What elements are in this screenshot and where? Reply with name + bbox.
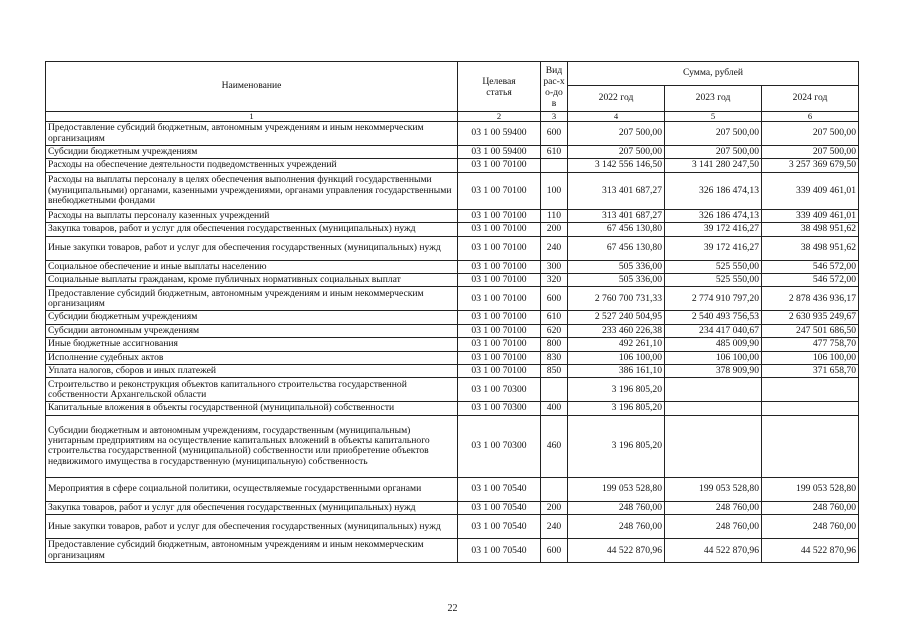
- row-expense-type: 610: [541, 311, 568, 324]
- table-row: [46, 260, 859, 273]
- row-name: Закупка товаров, работ и услуг для обеспечения государственных (муниципальных) нужд: [46, 501, 458, 514]
- row-expense-type: 300: [541, 260, 568, 273]
- column-number: 3: [541, 112, 568, 122]
- row-target-article: 03 1 00 70100: [458, 236, 541, 260]
- header-expense-type: [541, 62, 568, 112]
- row-sum-2022: 207 500,00: [568, 122, 665, 146]
- row-name: Исполнение судебных актов: [46, 351, 458, 364]
- row-expense-type: 320: [541, 274, 568, 287]
- row-target-article: 03 1 00 70100: [458, 365, 541, 378]
- row-sum-2022: 505 336,00: [568, 260, 665, 273]
- row-sum-2022: 233 460 226,38: [568, 324, 665, 337]
- row-sum-2022: 492 261,10: [568, 338, 665, 351]
- column-number: 1: [46, 112, 458, 122]
- table-row: [46, 402, 859, 415]
- row-sum-2023: 248 760,00: [665, 501, 762, 514]
- table-row: [46, 236, 859, 260]
- row-expense-type: 830: [541, 351, 568, 364]
- table-row: [46, 415, 859, 477]
- table-row: [46, 311, 859, 324]
- row-name: Предоставление субсидий бюджетным, автономным учреждениям и иным некоммерческим организациям: [46, 287, 458, 311]
- row-sum-2023: 525 550,00: [665, 274, 762, 287]
- row-target-article: 03 1 00 59400: [458, 122, 541, 146]
- table-body: [46, 122, 859, 563]
- row-sum-2024: 3 257 369 679,50: [762, 159, 859, 172]
- row-sum-2024: 2 878 436 936,17: [762, 287, 859, 311]
- row-sum-2022: 3 142 556 146,50: [568, 159, 665, 172]
- header-year-2023: 2023 год: [665, 86, 762, 112]
- row-target-article: 03 1 00 70100: [458, 209, 541, 222]
- row-sum-2022: 3 196 805,20: [568, 402, 665, 415]
- row-expense-type: 110: [541, 209, 568, 222]
- header-target-article: [458, 62, 541, 112]
- row-name: Иные закупки товаров, работ и услуг для обеспечения государственных (муниципальных) нужд: [46, 236, 458, 260]
- table-row: [46, 501, 859, 514]
- row-expense-type: 240: [541, 515, 568, 539]
- row-sum-2023: 106 100,00: [665, 351, 762, 364]
- row-expense-type: 620: [541, 324, 568, 337]
- row-name: Расходы на обеспечение деятельности подведомственных учреждений: [46, 159, 458, 172]
- row-target-article: 03 1 00 70100: [458, 311, 541, 324]
- row-sum-2024: 477 758,70: [762, 338, 859, 351]
- table-row: [46, 338, 859, 351]
- row-sum-2022: 386 161,10: [568, 365, 665, 378]
- row-sum-2024: [762, 402, 859, 415]
- row-target-article: 03 1 00 70100: [458, 260, 541, 273]
- table-row: [46, 274, 859, 287]
- row-expense-type: [541, 159, 568, 172]
- budget-table: [45, 61, 859, 563]
- page-number: 22: [447, 603, 458, 614]
- column-number-row: [46, 112, 859, 122]
- row-name: Субсидии бюджетным учреждениям: [46, 311, 458, 324]
- row-expense-type: 600: [541, 539, 568, 563]
- row-sum-2022: 313 401 687,27: [568, 172, 665, 209]
- row-expense-type: 800: [541, 338, 568, 351]
- row-name: Мероприятия в сфере социальной политики, осуществляемые государственными органами: [46, 477, 458, 501]
- row-sum-2024: 44 522 870,96: [762, 539, 859, 563]
- row-sum-2024: [762, 378, 859, 402]
- row-sum-2022: 207 500,00: [568, 146, 665, 159]
- row-name: Социальное обеспечение и иные выплаты населению: [46, 260, 458, 273]
- column-number: 6: [762, 112, 859, 122]
- row-sum-2023: 3 141 280 247,50: [665, 159, 762, 172]
- row-sum-2023: 199 053 528,80: [665, 477, 762, 501]
- table-row: [46, 223, 859, 236]
- header-name: Наименование: [46, 62, 458, 112]
- row-sum-2022: 313 401 687,27: [568, 209, 665, 222]
- table-row: [46, 122, 859, 146]
- table-row: [46, 324, 859, 337]
- row-sum-2023: 44 522 870,96: [665, 539, 762, 563]
- row-sum-2022: 67 456 130,80: [568, 236, 665, 260]
- row-sum-2022: 67 456 130,80: [568, 223, 665, 236]
- row-name: Иные бюджетные ассигнования: [46, 338, 458, 351]
- row-sum-2023: 485 009,90: [665, 338, 762, 351]
- table-row: [46, 209, 859, 222]
- row-target-article: 03 1 00 70100: [458, 172, 541, 209]
- row-sum-2023: 207 500,00: [665, 122, 762, 146]
- row-sum-2022: 199 053 528,80: [568, 477, 665, 501]
- row-target-article: 03 1 00 70540: [458, 477, 541, 501]
- table-row: [46, 172, 859, 209]
- table-header: [46, 62, 859, 122]
- row-expense-type: [541, 378, 568, 402]
- row-sum-2023: 326 186 474,13: [665, 172, 762, 209]
- row-sum-2022: 2 760 700 731,33: [568, 287, 665, 311]
- row-target-article: 03 1 00 70540: [458, 515, 541, 539]
- row-name: Социальные выплаты гражданам, кроме публичных нормативных социальных выплат: [46, 274, 458, 287]
- row-name: Субсидии автономным учреждениям: [46, 324, 458, 337]
- row-target-article: 03 1 00 70100: [458, 324, 541, 337]
- row-sum-2024: 371 658,70: [762, 365, 859, 378]
- table-row: [46, 515, 859, 539]
- header-target-article-text: Целевая статья: [482, 75, 516, 98]
- row-name: Расходы на выплаты персоналу в целях обеспечения выполнения функций государственными (муниципальными) органами, казенными учреждениями, органами управления государственными внебюджетными фондами: [46, 172, 458, 209]
- row-sum-2023: 378 909,90: [665, 365, 762, 378]
- row-expense-type: 850: [541, 365, 568, 378]
- row-target-article: 03 1 00 59400: [458, 146, 541, 159]
- row-sum-2023: 39 172 416,27: [665, 236, 762, 260]
- row-sum-2024: 199 053 528,80: [762, 477, 859, 501]
- row-sum-2022: 248 760,00: [568, 515, 665, 539]
- row-sum-2024: 106 100,00: [762, 351, 859, 364]
- row-sum-2023: 234 417 040,67: [665, 324, 762, 337]
- row-sum-2022: 2 527 240 504,95: [568, 311, 665, 324]
- row-sum-2024: [762, 415, 859, 477]
- row-name: Капитальные вложения в объекты государственной (муниципальной) собственности: [46, 402, 458, 415]
- row-sum-2024: 339 409 461,01: [762, 172, 859, 209]
- header-expense-type-text: Вид рас-хо-дов: [543, 64, 565, 109]
- row-target-article: 03 1 00 70300: [458, 415, 541, 477]
- row-sum-2022: 44 522 870,96: [568, 539, 665, 563]
- row-sum-2023: 525 550,00: [665, 260, 762, 273]
- row-sum-2024: 339 409 461,01: [762, 209, 859, 222]
- table-row: [46, 378, 859, 402]
- row-sum-2022: 3 196 805,20: [568, 415, 665, 477]
- row-target-article: 03 1 00 70100: [458, 287, 541, 311]
- column-number: 2: [458, 112, 541, 122]
- row-name: Расходы на выплаты персоналу казенных учреждений: [46, 209, 458, 222]
- row-target-article: 03 1 00 70300: [458, 402, 541, 415]
- row-expense-type: 240: [541, 236, 568, 260]
- table-row: [46, 477, 859, 501]
- row-target-article: 03 1 00 70100: [458, 338, 541, 351]
- row-expense-type: 600: [541, 122, 568, 146]
- row-sum-2023: [665, 402, 762, 415]
- table-row: [46, 351, 859, 364]
- row-sum-2024: 207 500,00: [762, 146, 859, 159]
- row-sum-2022: 3 196 805,20: [568, 378, 665, 402]
- row-name: Строительство и реконструкция объектов капитального строительства государственной собственности Архангельской области: [46, 378, 458, 402]
- row-sum-2024: 248 760,00: [762, 501, 859, 514]
- row-target-article: 03 1 00 70100: [458, 274, 541, 287]
- row-sum-2022: 505 336,00: [568, 274, 665, 287]
- column-number: 5: [665, 112, 762, 122]
- table-row: [46, 287, 859, 311]
- row-target-article: 03 1 00 70100: [458, 351, 541, 364]
- row-target-article: 03 1 00 70540: [458, 539, 541, 563]
- row-sum-2023: 39 172 416,27: [665, 223, 762, 236]
- row-name: Предоставление субсидий бюджетным, автономным учреждениям и иным некоммерческим организациям: [46, 122, 458, 146]
- row-name: Предоставление субсидий бюджетным, автономным учреждениям и иным некоммерческим организациям: [46, 539, 458, 563]
- row-expense-type: 400: [541, 402, 568, 415]
- row-name: Закупка товаров, работ и услуг для обеспечения государственных (муниципальных) нужд: [46, 223, 458, 236]
- row-name: Уплата налогов, сборов и иных платежей: [46, 365, 458, 378]
- row-sum-2024: 38 498 951,62: [762, 236, 859, 260]
- row-sum-2024: 38 498 951,62: [762, 223, 859, 236]
- row-expense-type: 600: [541, 287, 568, 311]
- row-target-article: 03 1 00 70300: [458, 378, 541, 402]
- row-target-article: 03 1 00 70540: [458, 501, 541, 514]
- row-name: Субсидии бюджетным и автономным учреждениям, государственным (муниципальным) унитарным предприятиям на осуществление капитальных вложений в объекты капитального строительства государственной (муниципальной) собственности или приобретение объектов недвижимого имущества в государственную (муниципальную) собственность: [46, 415, 458, 477]
- row-sum-2023: 2 774 910 797,20: [665, 287, 762, 311]
- table-row: [46, 146, 859, 159]
- header-year-2022: 2022 год: [568, 86, 665, 112]
- row-sum-2023: 2 540 493 756,53: [665, 311, 762, 324]
- row-sum-2023: 207 500,00: [665, 146, 762, 159]
- row-sum-2024: 546 572,00: [762, 274, 859, 287]
- row-target-article: 03 1 00 70100: [458, 223, 541, 236]
- column-number: 4: [568, 112, 665, 122]
- row-sum-2023: [665, 378, 762, 402]
- table-row: [46, 365, 859, 378]
- row-name: Иные закупки товаров, работ и услуг для обеспечения государственных (муниципальных) нужд: [46, 515, 458, 539]
- row-expense-type: 610: [541, 146, 568, 159]
- row-sum-2024: 248 760,00: [762, 515, 859, 539]
- row-target-article: 03 1 00 70100: [458, 159, 541, 172]
- row-expense-type: [541, 477, 568, 501]
- row-expense-type: 460: [541, 415, 568, 477]
- header-year-2024: 2024 год: [762, 86, 859, 112]
- row-sum-2023: 326 186 474,13: [665, 209, 762, 222]
- row-expense-type: 200: [541, 223, 568, 236]
- row-sum-2024: 2 630 935 249,67: [762, 311, 859, 324]
- row-sum-2024: 546 572,00: [762, 260, 859, 273]
- row-expense-type: 200: [541, 501, 568, 514]
- table-row: [46, 539, 859, 563]
- row-sum-2022: 106 100,00: [568, 351, 665, 364]
- table-row: [46, 159, 859, 172]
- row-sum-2024: 247 501 686,50: [762, 324, 859, 337]
- header-sum-group: Сумма, рублей: [568, 62, 859, 86]
- row-name: Субсидии бюджетным учреждениям: [46, 146, 458, 159]
- row-sum-2023: 248 760,00: [665, 515, 762, 539]
- row-sum-2022: 248 760,00: [568, 501, 665, 514]
- row-sum-2024: 207 500,00: [762, 122, 859, 146]
- row-expense-type: 100: [541, 172, 568, 209]
- row-sum-2023: [665, 415, 762, 477]
